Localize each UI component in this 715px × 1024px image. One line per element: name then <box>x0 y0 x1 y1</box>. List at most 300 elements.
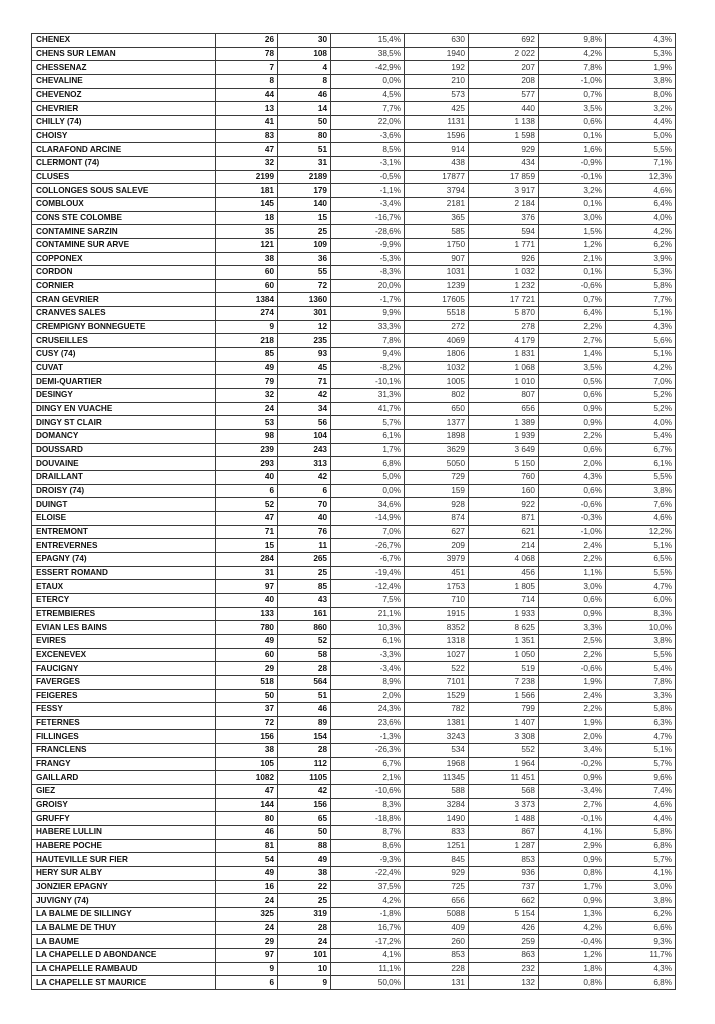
change-cd-cell: -1,0% <box>539 525 606 539</box>
value-a-cell: 49 <box>216 867 278 881</box>
value-c-cell: 159 <box>405 484 469 498</box>
value-c-cell: 1596 <box>405 129 469 143</box>
value-b-cell: 51 <box>278 689 331 703</box>
value-d-cell: 3 917 <box>469 184 539 198</box>
value-d-cell: 232 <box>469 962 539 976</box>
value-c-cell: 1968 <box>405 757 469 771</box>
share-cell: 3,8% <box>606 484 676 498</box>
value-c-cell: 1027 <box>405 648 469 662</box>
value-d-cell: 1 407 <box>469 716 539 730</box>
value-a-cell: 16 <box>216 880 278 894</box>
value-d-cell: 8 625 <box>469 621 539 635</box>
commune-name-cell: COPPONEX <box>32 252 216 266</box>
value-a-cell: 47 <box>216 785 278 799</box>
value-a-cell: 293 <box>216 457 278 471</box>
value-c-cell: 929 <box>405 867 469 881</box>
value-a-cell: 98 <box>216 430 278 444</box>
change-ab-cell: 1,7% <box>331 443 405 457</box>
value-b-cell: 156 <box>278 798 331 812</box>
value-d-cell: 1 805 <box>469 580 539 594</box>
value-b-cell: 51 <box>278 143 331 157</box>
commune-name-cell: ELOISE <box>32 511 216 525</box>
commune-name-cell: LA CHAPELLE D ABONDANCE <box>32 948 216 962</box>
value-b-cell: 154 <box>278 730 331 744</box>
value-a-cell: 53 <box>216 416 278 430</box>
change-cd-cell: -0,9% <box>539 156 606 170</box>
change-cd-cell: 6,4% <box>539 307 606 321</box>
value-d-cell: 807 <box>469 389 539 403</box>
change-cd-cell: 0,6% <box>539 443 606 457</box>
change-cd-cell: -0,1% <box>539 812 606 826</box>
value-c-cell: 914 <box>405 143 469 157</box>
value-d-cell: 1 351 <box>469 634 539 648</box>
value-c-cell: 3243 <box>405 730 469 744</box>
share-cell: 5,1% <box>606 744 676 758</box>
share-cell: 6,1% <box>606 457 676 471</box>
change-cd-cell: 0,9% <box>539 771 606 785</box>
value-a-cell: 78 <box>216 47 278 61</box>
change-ab-cell: -5,3% <box>331 252 405 266</box>
value-c-cell: 5088 <box>405 908 469 922</box>
value-c-cell: 1806 <box>405 348 469 362</box>
share-cell: 5,6% <box>606 334 676 348</box>
value-d-cell: 426 <box>469 921 539 935</box>
share-cell: 5,8% <box>606 703 676 717</box>
commune-name-cell: COMBLOUX <box>32 197 216 211</box>
share-cell: 5,5% <box>606 143 676 157</box>
change-cd-cell: 0,6% <box>539 115 606 129</box>
value-a-cell: 50 <box>216 689 278 703</box>
value-b-cell: 42 <box>278 389 331 403</box>
value-a-cell: 133 <box>216 607 278 621</box>
value-b-cell: 30 <box>278 34 331 48</box>
value-a-cell: 52 <box>216 498 278 512</box>
change-ab-cell: -22,4% <box>331 867 405 881</box>
value-a-cell: 72 <box>216 716 278 730</box>
table-row <box>32 266 676 280</box>
change-cd-cell: 3,5% <box>539 102 606 116</box>
value-d-cell: 929 <box>469 143 539 157</box>
value-b-cell: 301 <box>278 307 331 321</box>
share-cell: 6,6% <box>606 921 676 935</box>
change-cd-cell: 2,7% <box>539 334 606 348</box>
value-a-cell: 31 <box>216 566 278 580</box>
change-ab-cell: -16,7% <box>331 211 405 225</box>
value-c-cell: 228 <box>405 962 469 976</box>
commune-name-cell: FETERNES <box>32 716 216 730</box>
change-ab-cell: -1,8% <box>331 908 405 922</box>
change-cd-cell: 2,2% <box>539 648 606 662</box>
value-c-cell: 729 <box>405 471 469 485</box>
change-cd-cell: 1,6% <box>539 143 606 157</box>
value-b-cell: 860 <box>278 621 331 635</box>
table-row <box>32 730 676 744</box>
value-a-cell: 79 <box>216 375 278 389</box>
table-row <box>32 293 676 307</box>
value-b-cell: 112 <box>278 757 331 771</box>
change-cd-cell: 2,2% <box>539 703 606 717</box>
change-ab-cell: 22,0% <box>331 115 405 129</box>
share-cell: 5,5% <box>606 648 676 662</box>
value-c-cell: 630 <box>405 34 469 48</box>
share-cell: 5,7% <box>606 757 676 771</box>
share-cell: 9,6% <box>606 771 676 785</box>
change-cd-cell: 3,2% <box>539 184 606 198</box>
value-d-cell: 1 287 <box>469 839 539 853</box>
value-d-cell: 1 032 <box>469 266 539 280</box>
commune-name-cell: CUVAT <box>32 361 216 375</box>
share-cell: 4,2% <box>606 225 676 239</box>
commune-name-cell: CLARAFOND ARCINE <box>32 143 216 157</box>
commune-name-cell: CHEVENOZ <box>32 88 216 102</box>
value-a-cell: 60 <box>216 648 278 662</box>
commune-name-cell: CHEVRIER <box>32 102 216 116</box>
table-row <box>32 798 676 812</box>
value-d-cell: 714 <box>469 593 539 607</box>
value-a-cell: 85 <box>216 348 278 362</box>
table-row <box>32 935 676 949</box>
table-row <box>32 320 676 334</box>
change-ab-cell: 34,6% <box>331 498 405 512</box>
change-cd-cell: 2,2% <box>539 552 606 566</box>
change-cd-cell: 1,8% <box>539 962 606 976</box>
value-a-cell: 13 <box>216 102 278 116</box>
table-row <box>32 525 676 539</box>
change-cd-cell: 2,5% <box>539 634 606 648</box>
change-cd-cell: 0,7% <box>539 293 606 307</box>
change-ab-cell: -42,9% <box>331 61 405 75</box>
change-cd-cell: -0,3% <box>539 511 606 525</box>
value-c-cell: 1940 <box>405 47 469 61</box>
table-row <box>32 402 676 416</box>
table-row <box>32 908 676 922</box>
value-a-cell: 29 <box>216 662 278 676</box>
change-cd-cell: 0,1% <box>539 266 606 280</box>
value-a-cell: 24 <box>216 894 278 908</box>
change-ab-cell: 8,9% <box>331 675 405 689</box>
table-row <box>32 184 676 198</box>
change-ab-cell: 8,5% <box>331 143 405 157</box>
share-cell: 5,3% <box>606 47 676 61</box>
value-c-cell: 1239 <box>405 279 469 293</box>
value-b-cell: 34 <box>278 402 331 416</box>
value-c-cell: 425 <box>405 102 469 116</box>
value-b-cell: 564 <box>278 675 331 689</box>
value-d-cell: 1 232 <box>469 279 539 293</box>
commune-name-cell: CRANVES SALES <box>32 307 216 321</box>
value-b-cell: 28 <box>278 921 331 935</box>
commune-name-cell: EVIAN LES BAINS <box>32 621 216 635</box>
commune-name-cell: GRUFFY <box>32 812 216 826</box>
change-ab-cell: 21,1% <box>331 607 405 621</box>
value-a-cell: 60 <box>216 266 278 280</box>
table-row <box>32 757 676 771</box>
table-row <box>32 511 676 525</box>
share-cell: 7,6% <box>606 498 676 512</box>
commune-name-cell: JONZIER EPAGNY <box>32 880 216 894</box>
value-d-cell: 1 050 <box>469 648 539 662</box>
table-row <box>32 839 676 853</box>
change-ab-cell: -3,3% <box>331 648 405 662</box>
change-ab-cell: 6,7% <box>331 757 405 771</box>
value-c-cell: 272 <box>405 320 469 334</box>
change-cd-cell: 2,9% <box>539 839 606 853</box>
value-b-cell: 71 <box>278 375 331 389</box>
share-cell: 3,9% <box>606 252 676 266</box>
table-row <box>32 47 676 61</box>
value-d-cell: 207 <box>469 61 539 75</box>
share-cell: 6,3% <box>606 716 676 730</box>
table-row <box>32 552 676 566</box>
value-a-cell: 105 <box>216 757 278 771</box>
value-c-cell: 3794 <box>405 184 469 198</box>
change-ab-cell: 7,8% <box>331 334 405 348</box>
value-d-cell: 926 <box>469 252 539 266</box>
value-d-cell: 214 <box>469 539 539 553</box>
value-d-cell: 434 <box>469 156 539 170</box>
change-ab-cell: 4,5% <box>331 88 405 102</box>
value-b-cell: 36 <box>278 252 331 266</box>
change-ab-cell: 33,3% <box>331 320 405 334</box>
share-cell: 5,1% <box>606 539 676 553</box>
value-d-cell: 259 <box>469 935 539 949</box>
commune-name-cell: LA BAUME <box>32 935 216 949</box>
value-c-cell: 1032 <box>405 361 469 375</box>
commune-name-cell: FRANCLENS <box>32 744 216 758</box>
value-d-cell: 662 <box>469 894 539 908</box>
value-b-cell: 6 <box>278 484 331 498</box>
commune-name-cell: DOUVAINE <box>32 457 216 471</box>
change-ab-cell: 7,5% <box>331 593 405 607</box>
commune-name-cell: DINGY EN VUACHE <box>32 402 216 416</box>
value-a-cell: 518 <box>216 675 278 689</box>
commune-name-cell: CRUSEILLES <box>32 334 216 348</box>
table-row <box>32 389 676 403</box>
change-cd-cell: 2,2% <box>539 320 606 334</box>
change-cd-cell: 1,2% <box>539 238 606 252</box>
share-cell: 3,2% <box>606 102 676 116</box>
commune-name-cell: CONS STE COLOMBE <box>32 211 216 225</box>
commune-name-cell: DOUSSARD <box>32 443 216 457</box>
table-row <box>32 34 676 48</box>
share-cell: 5,7% <box>606 853 676 867</box>
value-b-cell: 1105 <box>278 771 331 785</box>
value-d-cell: 1 831 <box>469 348 539 362</box>
change-ab-cell: -1,1% <box>331 184 405 198</box>
share-cell: 4,6% <box>606 184 676 198</box>
value-b-cell: 11 <box>278 539 331 553</box>
change-ab-cell: -0,5% <box>331 170 405 184</box>
table-row <box>32 703 676 717</box>
value-a-cell: 1384 <box>216 293 278 307</box>
change-ab-cell: 8,3% <box>331 798 405 812</box>
value-c-cell: 409 <box>405 921 469 935</box>
value-d-cell: 3 308 <box>469 730 539 744</box>
change-cd-cell: 3,4% <box>539 744 606 758</box>
value-a-cell: 47 <box>216 511 278 525</box>
value-b-cell: 319 <box>278 908 331 922</box>
change-ab-cell: -10,1% <box>331 375 405 389</box>
value-a-cell: 41 <box>216 115 278 129</box>
table-row <box>32 880 676 894</box>
value-b-cell: 15 <box>278 211 331 225</box>
table-row <box>32 634 676 648</box>
share-cell: 6,2% <box>606 908 676 922</box>
share-cell: 5,8% <box>606 279 676 293</box>
table-row <box>32 675 676 689</box>
value-a-cell: 29 <box>216 935 278 949</box>
change-ab-cell: 16,7% <box>331 921 405 935</box>
value-c-cell: 656 <box>405 894 469 908</box>
change-ab-cell: -9,9% <box>331 238 405 252</box>
value-c-cell: 17877 <box>405 170 469 184</box>
table-row <box>32 238 676 252</box>
value-a-cell: 97 <box>216 948 278 962</box>
value-c-cell: 17605 <box>405 293 469 307</box>
value-c-cell: 1251 <box>405 839 469 853</box>
commune-name-cell: GROISY <box>32 798 216 812</box>
value-b-cell: 52 <box>278 634 331 648</box>
change-cd-cell: 0,9% <box>539 416 606 430</box>
change-ab-cell: -28,6% <box>331 225 405 239</box>
value-c-cell: 1381 <box>405 716 469 730</box>
share-cell: 4,1% <box>606 867 676 881</box>
change-cd-cell: -3,4% <box>539 785 606 799</box>
value-b-cell: 88 <box>278 839 331 853</box>
value-b-cell: 89 <box>278 716 331 730</box>
commune-name-cell: LA BALME DE SILLINGY <box>32 908 216 922</box>
table-row <box>32 416 676 430</box>
change-ab-cell: 31,3% <box>331 389 405 403</box>
change-cd-cell: 2,0% <box>539 457 606 471</box>
value-a-cell: 2199 <box>216 170 278 184</box>
value-a-cell: 24 <box>216 402 278 416</box>
change-cd-cell: 0,6% <box>539 593 606 607</box>
value-d-cell: 922 <box>469 498 539 512</box>
change-cd-cell: 1,5% <box>539 225 606 239</box>
table-row <box>32 115 676 129</box>
share-cell: 5,5% <box>606 566 676 580</box>
commune-name-cell: FILLINGES <box>32 730 216 744</box>
value-d-cell: 17 721 <box>469 293 539 307</box>
value-a-cell: 26 <box>216 34 278 48</box>
change-ab-cell: -19,4% <box>331 566 405 580</box>
value-b-cell: 1360 <box>278 293 331 307</box>
commune-name-cell: CRAN GEVRIER <box>32 293 216 307</box>
value-b-cell: 50 <box>278 115 331 129</box>
table-row <box>32 197 676 211</box>
commune-name-cell: CUSY (74) <box>32 348 216 362</box>
value-c-cell: 588 <box>405 785 469 799</box>
change-cd-cell: -0,2% <box>539 757 606 771</box>
commune-name-cell: CORNIER <box>32 279 216 293</box>
table-row <box>32 539 676 553</box>
commune-name-cell: ETREMBIERES <box>32 607 216 621</box>
value-b-cell: 161 <box>278 607 331 621</box>
table-row <box>32 894 676 908</box>
value-a-cell: 218 <box>216 334 278 348</box>
share-cell: 12,3% <box>606 170 676 184</box>
share-cell: 3,8% <box>606 894 676 908</box>
commune-name-cell: HABERE POCHE <box>32 839 216 853</box>
change-ab-cell: 4,1% <box>331 948 405 962</box>
value-c-cell: 534 <box>405 744 469 758</box>
change-cd-cell: 4,1% <box>539 826 606 840</box>
value-a-cell: 46 <box>216 826 278 840</box>
table-row <box>32 170 676 184</box>
value-d-cell: 936 <box>469 867 539 881</box>
change-cd-cell: 0,6% <box>539 389 606 403</box>
share-cell: 4,3% <box>606 320 676 334</box>
value-b-cell: 10 <box>278 962 331 976</box>
change-ab-cell: 20,0% <box>331 279 405 293</box>
table-row <box>32 484 676 498</box>
change-ab-cell: -3,4% <box>331 662 405 676</box>
commune-name-cell: LA CHAPELLE RAMBAUD <box>32 962 216 976</box>
change-cd-cell: 2,4% <box>539 689 606 703</box>
share-cell: 5,0% <box>606 129 676 143</box>
value-c-cell: 1377 <box>405 416 469 430</box>
table-row <box>32 375 676 389</box>
share-cell: 4,4% <box>606 812 676 826</box>
value-c-cell: 853 <box>405 948 469 962</box>
value-d-cell: 692 <box>469 34 539 48</box>
share-cell: 5,4% <box>606 430 676 444</box>
value-c-cell: 1750 <box>405 238 469 252</box>
share-cell: 9,3% <box>606 935 676 949</box>
change-cd-cell: 7,8% <box>539 61 606 75</box>
value-b-cell: 109 <box>278 238 331 252</box>
share-cell: 3,8% <box>606 74 676 88</box>
value-b-cell: 22 <box>278 880 331 894</box>
value-a-cell: 35 <box>216 225 278 239</box>
value-a-cell: 38 <box>216 744 278 758</box>
share-cell: 6,0% <box>606 593 676 607</box>
table-row <box>32 156 676 170</box>
change-ab-cell: 4,2% <box>331 894 405 908</box>
change-cd-cell: 0,8% <box>539 976 606 990</box>
change-cd-cell: 0,9% <box>539 402 606 416</box>
value-c-cell: 874 <box>405 511 469 525</box>
value-c-cell: 725 <box>405 880 469 894</box>
table-row <box>32 648 676 662</box>
value-c-cell: 627 <box>405 525 469 539</box>
change-ab-cell: 15,4% <box>331 34 405 48</box>
share-cell: 6,5% <box>606 552 676 566</box>
change-ab-cell: -10,6% <box>331 785 405 799</box>
value-b-cell: 101 <box>278 948 331 962</box>
value-b-cell: 12 <box>278 320 331 334</box>
value-c-cell: 928 <box>405 498 469 512</box>
value-a-cell: 71 <box>216 525 278 539</box>
value-d-cell: 1 964 <box>469 757 539 771</box>
change-ab-cell: -26,3% <box>331 744 405 758</box>
share-cell: 4,0% <box>606 416 676 430</box>
share-cell: 4,7% <box>606 730 676 744</box>
share-cell: 5,8% <box>606 826 676 840</box>
share-cell: 7,7% <box>606 293 676 307</box>
table-row <box>32 334 676 348</box>
commune-name-cell: DOMANCY <box>32 430 216 444</box>
table-row <box>32 921 676 935</box>
value-b-cell: 25 <box>278 566 331 580</box>
table-row <box>32 102 676 116</box>
value-b-cell: 140 <box>278 197 331 211</box>
value-b-cell: 49 <box>278 853 331 867</box>
change-ab-cell: 0,0% <box>331 74 405 88</box>
value-c-cell: 1898 <box>405 430 469 444</box>
value-a-cell: 83 <box>216 129 278 143</box>
